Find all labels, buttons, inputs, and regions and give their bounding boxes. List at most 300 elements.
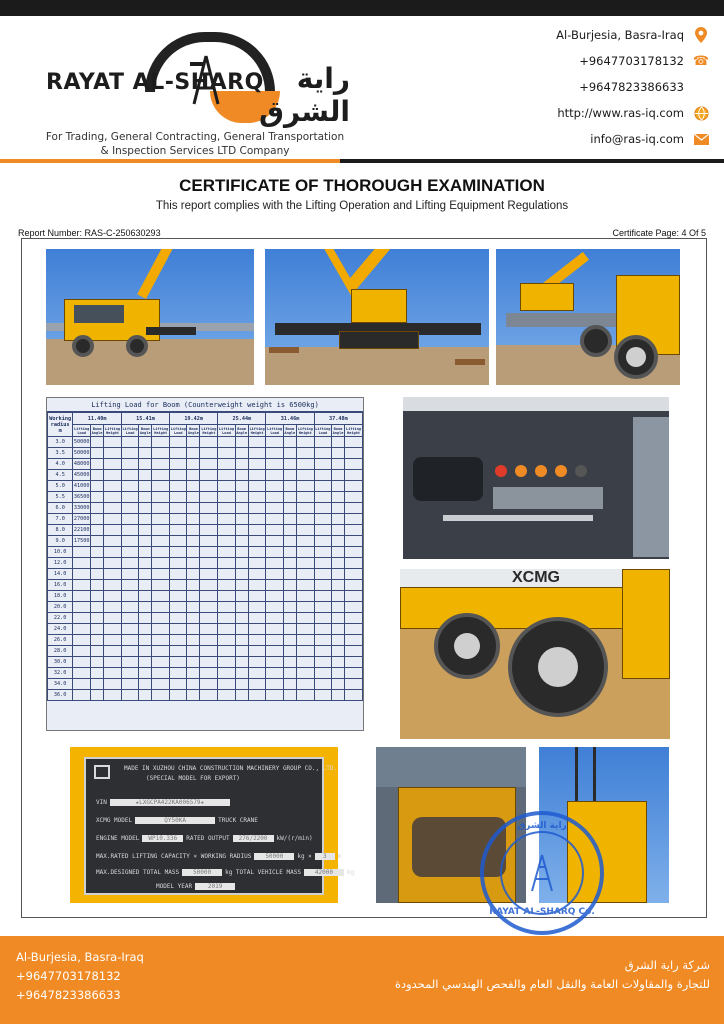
footer-arabic-line-1: شركة راية الشرق: [624, 958, 710, 972]
load-chart-cell: [91, 569, 104, 580]
load-chart-cell: [345, 690, 363, 701]
photo-crane-side: [496, 249, 680, 385]
load-chart-cell: [187, 580, 200, 591]
contact-address-text: Al-Burjesia, Basra-Iraq: [556, 28, 684, 42]
load-chart-value: 48000: [73, 459, 91, 470]
load-chart-value: 27000: [73, 514, 91, 525]
load-chart-cell: [218, 635, 235, 646]
nameplate-maker: MADE IN XUZHOU CHINA CONSTRUCTION MACHINERY GROUP CO., LTD.: [124, 765, 338, 772]
load-chart-cell: [283, 525, 296, 536]
load-chart-cell: [266, 569, 283, 580]
photo-control-levers: [403, 397, 669, 559]
load-chart-sub-header-cell: Lifting Load: [122, 426, 138, 435]
load-chart-cell: [332, 613, 345, 624]
nameplate-vin-row: VIN ★LXGCPA422KA006579★: [96, 799, 233, 806]
load-chart-cell: [139, 580, 152, 591]
load-chart-cell: [200, 492, 218, 503]
load-chart-cell: [152, 437, 170, 448]
load-chart-radius: 4.0: [48, 459, 73, 470]
load-chart-cell: [235, 547, 248, 558]
load-chart-cell: [200, 668, 218, 679]
load-chart-cell: [314, 569, 331, 580]
load-chart-cell: [218, 602, 235, 613]
load-chart-cell: [121, 569, 138, 580]
load-chart-cell: [296, 503, 314, 514]
company-description-line-1: For Trading, General Contracting, General Transportation: [45, 131, 345, 143]
load-chart-cell: [314, 547, 331, 558]
load-chart-cell: [332, 602, 345, 613]
load-chart-cell: [283, 602, 296, 613]
load-chart-cell: [170, 602, 187, 613]
certificate-page-number: Certificate Page: 4 Of 5: [612, 228, 706, 238]
load-chart-cell: [235, 613, 248, 624]
load-chart-row: [48, 547, 363, 558]
load-chart-cell: [218, 613, 235, 624]
load-chart-cell: [235, 591, 248, 602]
load-chart-cell: [121, 646, 138, 657]
load-chart-cell: [283, 657, 296, 668]
load-chart-cell: [218, 668, 235, 679]
load-chart-sub-header-cell: Lifting Height: [201, 426, 217, 435]
load-chart-cell: [187, 591, 200, 602]
load-chart-cell: [235, 536, 248, 547]
load-chart-cell: [187, 514, 200, 525]
load-chart-cell: [104, 547, 122, 558]
load-chart-radius: 3.5: [48, 448, 73, 459]
load-chart-sub-header-cell: Lifting Height: [297, 426, 313, 435]
load-chart-cell: [314, 470, 331, 481]
load-chart-cell: [170, 481, 187, 492]
load-chart-cell: [283, 668, 296, 679]
load-chart-cell: [152, 525, 170, 536]
load-chart-cell: [200, 679, 218, 690]
load-chart-cell: [345, 503, 363, 514]
load-chart-cell: [218, 492, 235, 503]
load-chart-cell: [235, 602, 248, 613]
load-chart-cell: [91, 437, 104, 448]
load-chart-cell: [170, 437, 187, 448]
load-chart-value: 33000: [73, 503, 91, 514]
load-chart-cell: [345, 569, 363, 580]
load-chart-cell: [200, 591, 218, 602]
load-chart-cell: [170, 580, 187, 591]
load-chart-cell: [248, 635, 266, 646]
load-chart-radius: 12.0: [48, 558, 73, 569]
load-chart-cell: [218, 679, 235, 690]
load-chart-cell: [187, 525, 200, 536]
load-chart-cell: [296, 602, 314, 613]
contact-email-text[interactable]: info@ras-iq.com: [590, 132, 684, 146]
nameplate-year-row: MODEL YEAR 2019: [156, 883, 238, 890]
load-chart-cell: [314, 525, 331, 536]
load-chart-cell: [296, 668, 314, 679]
load-chart-cell: [235, 635, 248, 646]
load-chart-cell: [121, 437, 138, 448]
load-chart-cell: [266, 437, 283, 448]
load-chart-radius: 4.5: [48, 470, 73, 481]
load-chart-cell: [121, 481, 138, 492]
load-chart-radius: 8.0: [48, 525, 73, 536]
load-chart-corner: Working radius m: [48, 413, 73, 437]
contact-website-text[interactable]: http://www.ras-iq.com: [557, 106, 684, 120]
load-chart-cell: [200, 437, 218, 448]
load-chart-row: [48, 679, 363, 690]
load-chart-cell: [296, 558, 314, 569]
load-chart-cell: [266, 679, 283, 690]
load-chart-body: [48, 437, 363, 701]
load-chart-cell: [200, 657, 218, 668]
boom-length-header: 11.40m: [73, 413, 122, 425]
load-chart-value: [73, 547, 91, 558]
load-chart-cell: [187, 448, 200, 459]
load-chart-cell: [248, 646, 266, 657]
load-chart-cell: [296, 690, 314, 701]
load-chart-cell: [218, 646, 235, 657]
load-chart-cell: [187, 668, 200, 679]
nameplate-model-row: XCMG MODEL QY50KA TRUCK CRANE: [96, 817, 258, 824]
load-chart-cell: [139, 448, 152, 459]
load-chart-value: [73, 624, 91, 635]
nameplate-mass-row: MAX.DESIGNED TOTAL MASS 50000 kg TOTAL VEHICLE MASS 42000 kg: [96, 869, 355, 876]
load-chart-cell: [218, 448, 235, 459]
load-chart-cell: [314, 646, 331, 657]
load-chart-radius: 14.0: [48, 569, 73, 580]
load-chart-cell: [248, 668, 266, 679]
load-chart-cell: [139, 481, 152, 492]
load-chart-cell: [121, 668, 138, 679]
load-chart-cell: [121, 492, 138, 503]
report-number: Report Number: RAS-C-250630293: [18, 228, 161, 238]
load-chart-cell: [170, 470, 187, 481]
load-chart-cell: [283, 481, 296, 492]
load-chart-cell: [332, 657, 345, 668]
load-chart-cell: [152, 602, 170, 613]
load-chart-cell: [200, 569, 218, 580]
load-chart-cell: [218, 525, 235, 536]
load-chart-cell: [152, 459, 170, 470]
load-chart-row: [48, 536, 363, 547]
load-chart-cell: [200, 690, 218, 701]
load-chart-sub-header-cell: Lifting Load: [218, 426, 235, 435]
load-chart-row: [48, 624, 363, 635]
load-chart-cell: [296, 624, 314, 635]
load-chart-value: [73, 690, 91, 701]
load-chart-cell: [332, 679, 345, 690]
header-divider-dark: [340, 159, 724, 163]
load-chart-cell: [187, 492, 200, 503]
load-chart-cell: [296, 657, 314, 668]
load-chart-cell: [235, 470, 248, 481]
load-chart-row: [48, 657, 363, 668]
xcmg-logo-icon: [94, 765, 110, 779]
load-chart-cell: [332, 591, 345, 602]
load-chart-cell: [91, 525, 104, 536]
load-chart-cell: [248, 481, 266, 492]
logo-name-arabic: راية الشرق: [258, 62, 350, 128]
load-chart-cell: [170, 558, 187, 569]
load-chart-cell: [266, 613, 283, 624]
load-chart-cell: [283, 492, 296, 503]
top-dark-bar: [0, 0, 724, 16]
load-chart-cell: [139, 492, 152, 503]
load-chart-cell: [139, 525, 152, 536]
load-chart-cell: [248, 657, 266, 668]
contact-phone-2-text: +9647823386633: [579, 80, 684, 94]
phone-spacer: [692, 79, 710, 95]
load-chart-sub-header-cell: Lifting Load: [267, 426, 283, 435]
load-chart-row: [48, 448, 363, 459]
load-chart-cell: [121, 690, 138, 701]
load-chart-radius: 18.0: [48, 591, 73, 602]
load-chart-cell: [266, 646, 283, 657]
load-chart-cell: [170, 514, 187, 525]
load-chart-cell: [170, 448, 187, 459]
load-chart-value: [73, 657, 91, 668]
load-chart-cell: [104, 624, 122, 635]
load-chart-cell: [218, 514, 235, 525]
load-chart-row: [48, 514, 363, 525]
load-chart-cell: [314, 448, 331, 459]
load-chart-cell: [139, 514, 152, 525]
load-chart-cell: [170, 525, 187, 536]
load-chart-cell: [314, 580, 331, 591]
load-chart-cell: [296, 635, 314, 646]
load-chart-cell: [296, 481, 314, 492]
load-chart-cell: [91, 591, 104, 602]
load-chart-cell: [187, 459, 200, 470]
load-chart-photo: [46, 397, 364, 731]
load-chart-cell: [283, 624, 296, 635]
load-chart-cell: [152, 470, 170, 481]
load-chart-cell: [200, 646, 218, 657]
load-chart-row: [48, 437, 363, 448]
load-chart-cell: [152, 580, 170, 591]
load-chart-row: [48, 481, 363, 492]
load-chart-cell: [91, 679, 104, 690]
load-chart-cell: [314, 657, 331, 668]
load-chart-cell: [91, 470, 104, 481]
phone-icon: ☎: [692, 53, 710, 69]
load-chart-cell: [266, 481, 283, 492]
load-chart-cell: [104, 591, 122, 602]
photo-crane-front: [46, 249, 254, 385]
load-chart-cell: [187, 635, 200, 646]
load-chart-cell: [235, 668, 248, 679]
load-chart-cell: [170, 492, 187, 503]
load-chart-cell: [283, 470, 296, 481]
load-chart-cell: [104, 657, 122, 668]
contact-phone-2: [490, 74, 710, 100]
load-chart-cell: [187, 569, 200, 580]
load-chart-cell: [248, 690, 266, 701]
load-chart-cell: [91, 657, 104, 668]
load-chart-row: [48, 668, 363, 679]
load-chart-cell: [139, 646, 152, 657]
load-chart-cell: [296, 459, 314, 470]
load-chart-cell: [139, 613, 152, 624]
load-chart-row: [48, 569, 363, 580]
load-chart-cell: [187, 602, 200, 613]
load-chart-cell: [121, 536, 138, 547]
load-chart-cell: [332, 503, 345, 514]
boom-length-header: 31.46m: [266, 413, 314, 425]
load-chart-cell: [248, 514, 266, 525]
load-chart-cell: [139, 602, 152, 613]
load-chart-cell: [332, 525, 345, 536]
load-chart-cell: [314, 591, 331, 602]
load-chart-row: [48, 492, 363, 503]
load-chart-cell: [332, 492, 345, 503]
load-chart-cell: [200, 503, 218, 514]
load-chart-cell: [152, 668, 170, 679]
load-chart-cell: [91, 558, 104, 569]
load-chart-cell: [152, 690, 170, 701]
load-chart-cell: [218, 624, 235, 635]
load-chart-cell: [104, 514, 122, 525]
load-chart-cell: [283, 448, 296, 459]
load-chart-value: [73, 602, 91, 613]
load-chart-cell: [91, 602, 104, 613]
load-chart-cell: [218, 657, 235, 668]
load-chart-cell: [345, 448, 363, 459]
load-chart-cell: [345, 437, 363, 448]
load-chart-row: [48, 503, 363, 514]
load-chart-sub-header-cell: Boom Angle: [284, 426, 296, 435]
load-chart-cell: [152, 591, 170, 602]
load-chart-cell: [332, 536, 345, 547]
letterhead: [0, 16, 724, 162]
load-chart-radius: 28.0: [48, 646, 73, 657]
load-chart-cell: [187, 624, 200, 635]
load-chart-cell: [139, 690, 152, 701]
load-chart-cell: [91, 580, 104, 591]
load-chart-sub-header-cell: Lifting Load: [74, 426, 90, 435]
load-chart-radius: 32.0: [48, 668, 73, 679]
load-chart-cell: [121, 591, 138, 602]
load-chart-boom-header: [48, 413, 363, 425]
location-pin-icon: [692, 27, 710, 43]
load-chart-value: [73, 635, 91, 646]
load-chart-cell: [152, 679, 170, 690]
load-chart-sub-header-cell: Lifting Height: [249, 426, 265, 435]
load-chart-row: [48, 690, 363, 701]
load-chart-cell: [314, 481, 331, 492]
photo-truck-wheels: [400, 569, 670, 739]
load-chart-cell: [91, 668, 104, 679]
load-chart-sub-header-cell: Boom Angle: [139, 426, 151, 435]
load-chart-sub-header-cell: Lifting Height: [153, 426, 169, 435]
load-chart-cell: [170, 646, 187, 657]
load-chart-cell: [187, 503, 200, 514]
load-chart-cell: [332, 481, 345, 492]
load-chart-cell: [104, 481, 122, 492]
load-chart-cell: [235, 514, 248, 525]
load-chart-cell: [314, 558, 331, 569]
load-chart-cell: [345, 624, 363, 635]
load-chart-row: [48, 558, 363, 569]
load-chart-radius: 36.0: [48, 690, 73, 701]
load-chart-sub-header-cell: Boom Angle: [188, 426, 199, 435]
load-chart-row: [48, 525, 363, 536]
company-description: [40, 130, 350, 158]
load-chart-cell: [104, 459, 122, 470]
load-chart-cell: [283, 569, 296, 580]
contact-phone-1: [490, 48, 710, 74]
load-chart-cell: [283, 536, 296, 547]
load-chart-value: [73, 569, 91, 580]
load-chart-radius: 7.0: [48, 514, 73, 525]
load-chart-cell: [235, 481, 248, 492]
load-chart-cell: [91, 448, 104, 459]
load-chart-radius: 6.0: [48, 503, 73, 514]
load-chart-cell: [104, 690, 122, 701]
load-chart-cell: [248, 591, 266, 602]
load-chart-cell: [104, 503, 122, 514]
load-chart-cell: [345, 481, 363, 492]
load-chart-cell: [187, 481, 200, 492]
load-chart-cell: [332, 668, 345, 679]
load-chart-cell: [296, 492, 314, 503]
load-chart-cell: [218, 459, 235, 470]
load-chart-cell: [200, 448, 218, 459]
load-chart-cell: [332, 437, 345, 448]
load-chart-cell: [332, 690, 345, 701]
logo-name-english: RAYAT AL-SHARQ: [46, 70, 264, 95]
load-chart-radius: 22.0: [48, 613, 73, 624]
footer-phone-1: +9647703178132: [16, 969, 121, 983]
load-chart-sub-header-cell: Boom Angle: [236, 426, 248, 435]
load-chart-cell: [121, 525, 138, 536]
load-chart-cell: [248, 470, 266, 481]
load-chart-cell: [296, 580, 314, 591]
load-chart-cell: [104, 635, 122, 646]
footer-address: Al-Burjesia, Basra-Iraq: [16, 950, 144, 964]
load-chart-cell: [187, 470, 200, 481]
load-chart-cell: [248, 624, 266, 635]
load-chart-cell: [91, 624, 104, 635]
boom-length-header: 15.41m: [121, 413, 169, 425]
load-chart-cell: [218, 580, 235, 591]
load-chart-cell: [152, 536, 170, 547]
load-chart-cell: [314, 514, 331, 525]
load-chart-radius: 30.0: [48, 657, 73, 668]
load-chart-cell: [139, 624, 152, 635]
load-chart-cell: [187, 690, 200, 701]
load-chart-cell: [345, 470, 363, 481]
load-chart-cell: [200, 514, 218, 525]
boom-length-header: 37.48m: [314, 413, 362, 425]
load-chart-radius: 20.0: [48, 602, 73, 613]
load-chart-cell: [139, 657, 152, 668]
load-chart-cell: [91, 635, 104, 646]
load-chart-cell: [104, 668, 122, 679]
load-chart-value: [73, 679, 91, 690]
email-icon: [692, 131, 710, 147]
load-chart-cell: [235, 437, 248, 448]
load-chart-cell: [345, 459, 363, 470]
load-chart-row: [48, 635, 363, 646]
load-chart-cell: [235, 657, 248, 668]
load-chart-cell: [283, 459, 296, 470]
contact-phone-1-text: +9647703178132: [579, 54, 684, 68]
load-chart-cell: [283, 613, 296, 624]
load-chart-radius: 5.5: [48, 492, 73, 503]
footer-arabic-name: [395, 956, 710, 994]
load-chart-cell: [283, 690, 296, 701]
load-chart-cell: [121, 558, 138, 569]
load-chart-cell: [296, 514, 314, 525]
load-chart-radius: 9.0: [48, 536, 73, 547]
